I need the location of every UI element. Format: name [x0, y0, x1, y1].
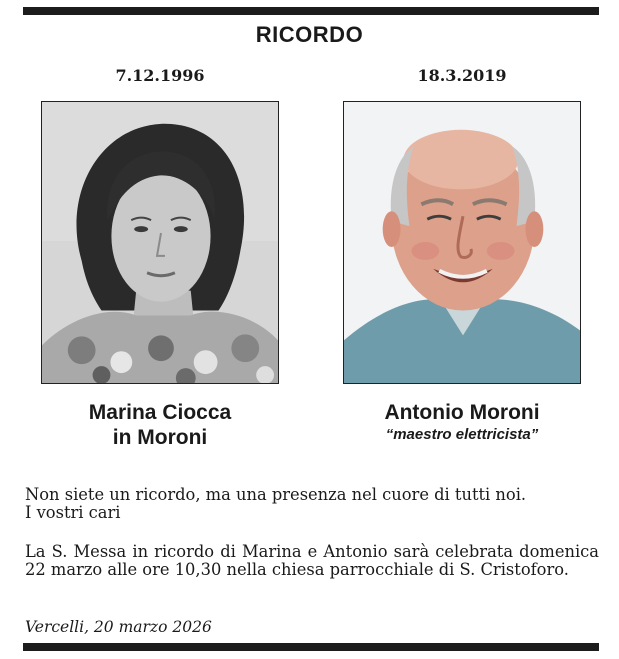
signature-line: I vostri cari [25, 503, 121, 522]
name-marina [30, 400, 290, 450]
date-left: 7.12.1996 [115, 66, 205, 85]
name-antonio: Antonio Moroni [384, 401, 540, 424]
name-marina-line1: Marina Ciocca [88, 401, 232, 424]
bottom-rule [23, 643, 599, 651]
mass-announcement: La S. Messa in ricordo di Marina e Antonio sarà celebrata domenica 22 marzo alle ore 10,30 nella chiesa parrocchiale di S. Cristoforo. [25, 542, 599, 579]
remembrance-line: Non siete un ricordo, ma una presenza nel cuore di tutti noi. [25, 485, 527, 504]
woman-portrait-illustration [42, 102, 278, 383]
name-marina-line2: in Moroni [112, 426, 208, 449]
portrait-photo-woman [41, 101, 279, 384]
top-rule [23, 7, 599, 15]
date-right: 18.3.2019 [417, 66, 507, 85]
man-portrait-illustration [344, 102, 580, 383]
place-and-date: Vercelli, 20 marzo 2026 [25, 618, 212, 636]
antonio-subtitle: “maestro elettricista” [385, 426, 539, 443]
portrait-photo-man [343, 101, 581, 384]
notice-heading: RICORDO [255, 22, 364, 47]
